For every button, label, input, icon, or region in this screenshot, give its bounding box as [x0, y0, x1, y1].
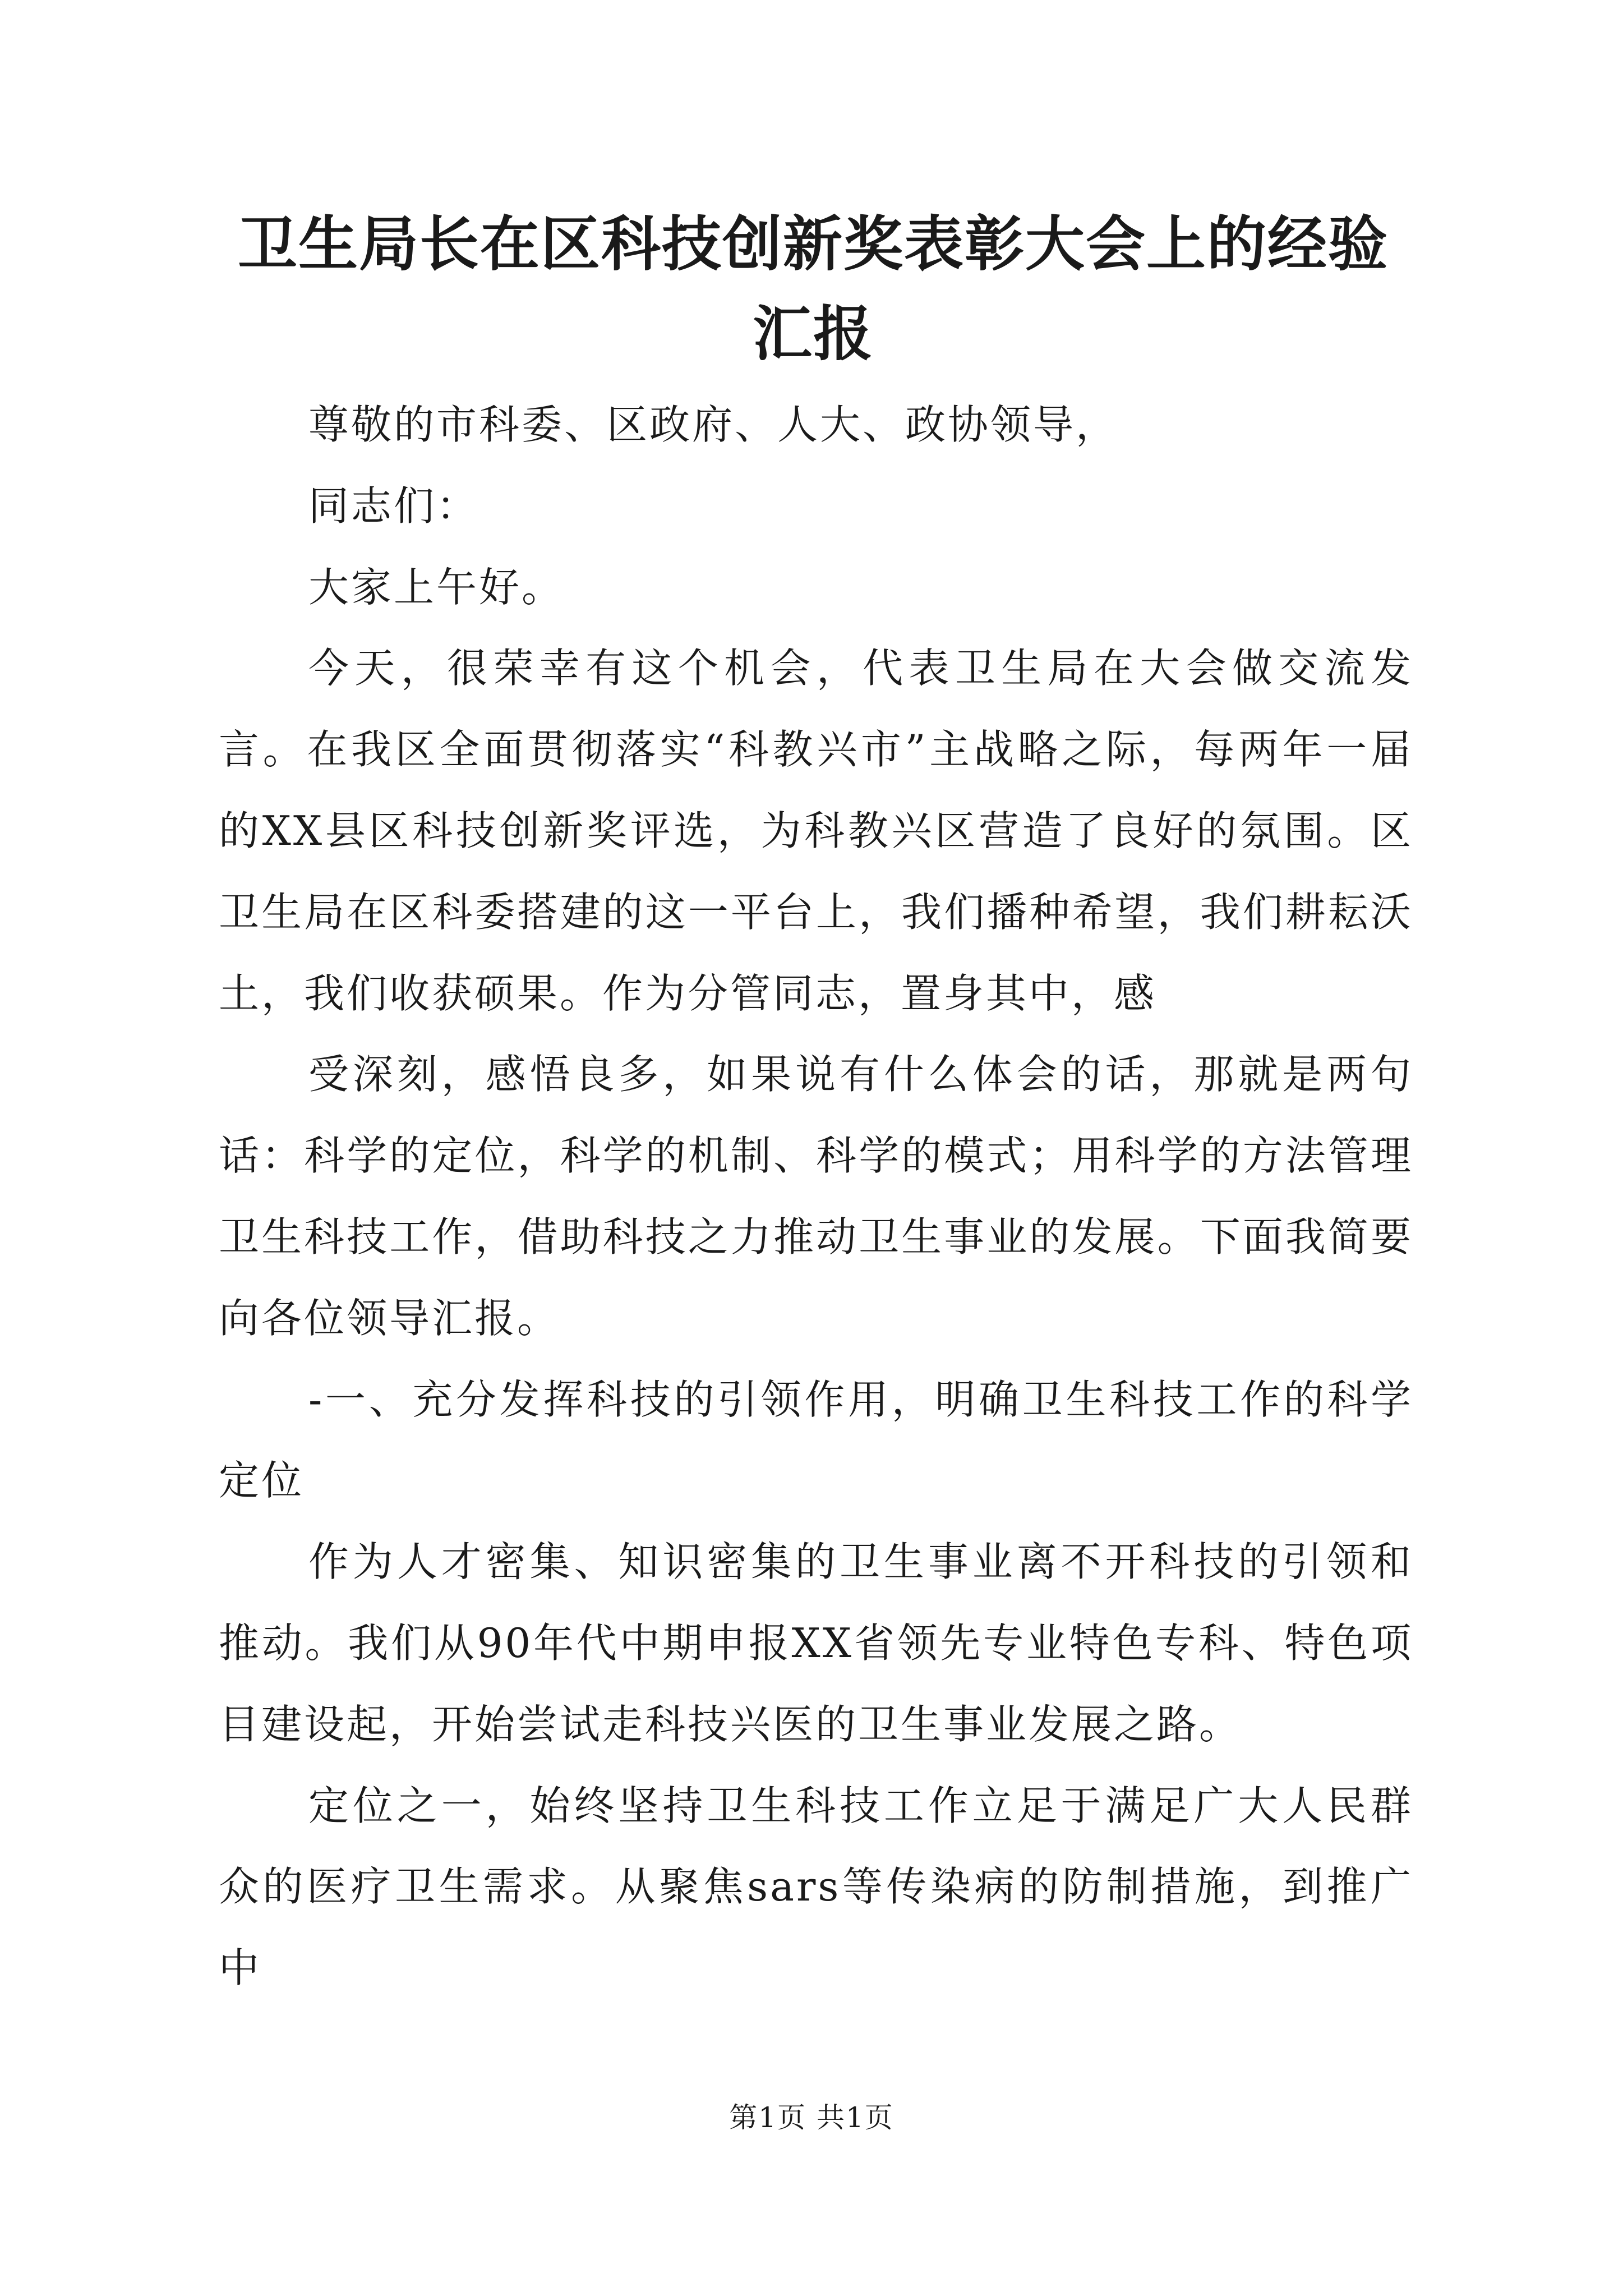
section-heading-1: -一、充分发挥科技的引领作用，明确卫生科技工作的科学定位: [219, 1375, 1413, 1504]
paragraph-salutation: 尊敬的市科委、区政府、人大、政协领导，: [308, 401, 1119, 448]
paragraph-experience: 受深刻，感悟良多，如果说有什么体会的话，那就是两句话：科学的定位，科学的机制、科学的模式；用科学的方法管理卫生科技工作，借助科技之力推动卫生事业的发展。下面我简要向各位领导汇报。: [219, 1051, 1413, 1342]
document-body: [219, 384, 1413, 2009]
paragraph-positioning-one: 定位之一，始终坚持卫生科技工作立足于满足广大人民群众的医疗卫生需求。从聚焦sars等传染病的防制措施，到推广中: [219, 1782, 1413, 1992]
paragraph-greeting: 大家上午好。: [308, 563, 565, 611]
document-title: 卫生局长在区科技创新奖表彰大会上的经验汇报: [238, 209, 1389, 369]
paragraph-tech-leadership: 作为人才密集、知识密集的卫生事业离不开科技的引领和推动。我们从90年代中期申报XX省领先专业特色专科、特色项目建设起，开始尝试走科技兴医的卫生事业发展之路。: [219, 1538, 1413, 1748]
paragraph-intro: 今天，很荣幸有这个机会，代表卫生局在大会做交流发言。在我区全面贯彻落实“科教兴市”主战略之际，每两年一届的XX县区科技创新奖评选，为科教兴区营造了良好的氛围。区卫生局在区科委搭建的这一平台上，我们播种希望，我们耕耘沃土，我们收获硕果。作为分管同志，置身其中，感: [219, 645, 1413, 1017]
page-footer: 第1页 共1页: [729, 2101, 894, 2134]
paragraph-comrades: 同志们：: [308, 482, 479, 530]
